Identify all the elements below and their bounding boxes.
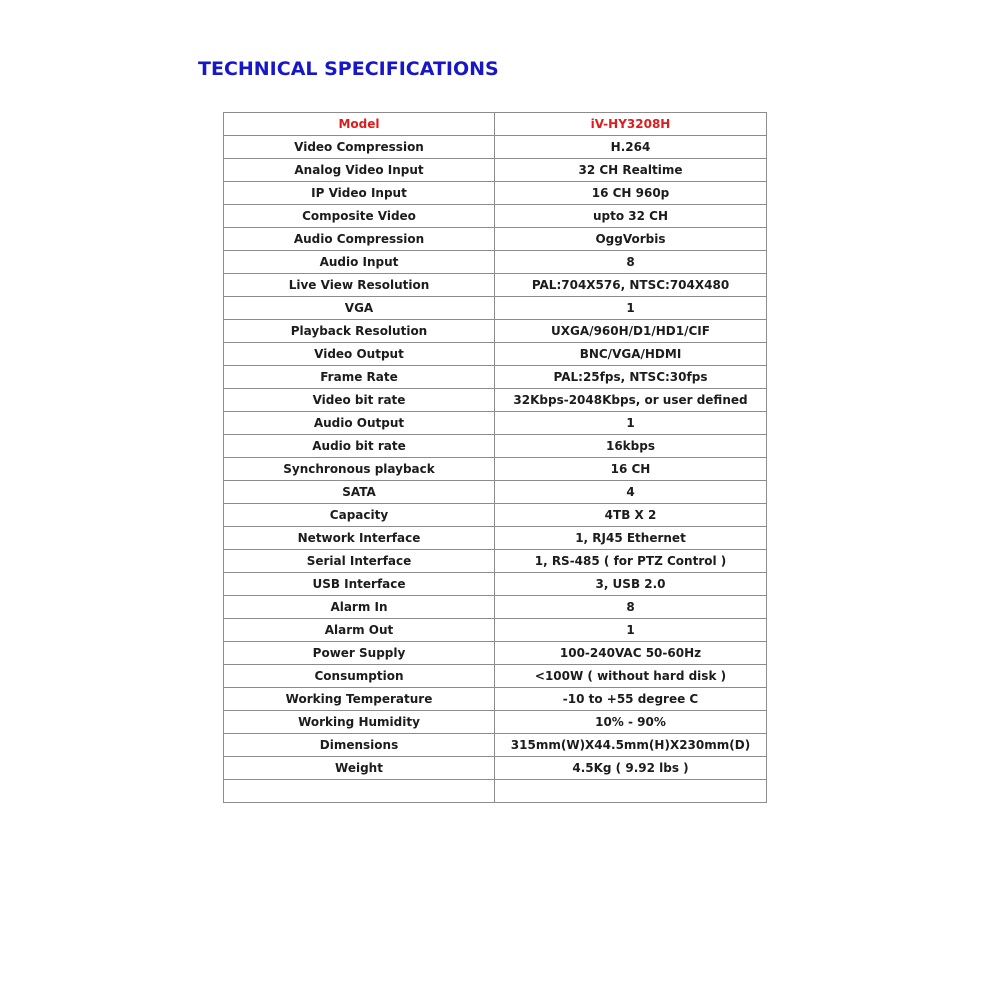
spec-value-cell: BNC/VGA/HDMI — [495, 343, 767, 366]
table-row — [224, 573, 767, 596]
table-row — [224, 182, 767, 205]
table-row — [224, 136, 767, 159]
spec-label-cell: IP Video Input — [224, 182, 495, 205]
table-row — [224, 688, 767, 711]
table-row — [224, 619, 767, 642]
header-value-cell: iV-HY3208H — [495, 113, 767, 136]
spec-value-cell: H.264 — [495, 136, 767, 159]
spec-value-cell: 8 — [495, 251, 767, 274]
spec-table — [223, 112, 767, 803]
spec-value-cell: -10 to +55 degree C — [495, 688, 767, 711]
spec-label-cell: Audio bit rate — [224, 435, 495, 458]
table-row — [224, 366, 767, 389]
table-row — [224, 251, 767, 274]
spec-label-cell: Working Temperature — [224, 688, 495, 711]
table-row — [224, 481, 767, 504]
table-row — [224, 711, 767, 734]
spec-label-cell: Audio Compression — [224, 228, 495, 251]
spec-value-cell: 100-240VAC 50-60Hz — [495, 642, 767, 665]
table-row — [224, 343, 767, 366]
table-row — [224, 458, 767, 481]
spec-value-cell: PAL:25fps, NTSC:30fps — [495, 366, 767, 389]
spec-label-cell: Network Interface — [224, 527, 495, 550]
header-label-cell: Model — [224, 113, 495, 136]
spec-value-cell: 10% - 90% — [495, 711, 767, 734]
spec-label-cell: Video Output — [224, 343, 495, 366]
spec-label-cell: Working Humidity — [224, 711, 495, 734]
spec-label-cell: Synchronous playback — [224, 458, 495, 481]
table-row — [224, 159, 767, 182]
spec-label-cell: VGA — [224, 297, 495, 320]
spec-value-cell: 16kbps — [495, 435, 767, 458]
spec-label-cell: Frame Rate — [224, 366, 495, 389]
spec-label-cell: Video bit rate — [224, 389, 495, 412]
spec-label-cell: Audio Output — [224, 412, 495, 435]
spec-label-cell — [224, 780, 495, 803]
spec-label-cell: Alarm In — [224, 596, 495, 619]
spec-value-cell: 1 — [495, 412, 767, 435]
spec-value-cell — [495, 780, 767, 803]
spec-value-cell: UXGA/960H/D1/HD1/CIF — [495, 320, 767, 343]
spec-label-cell: Weight — [224, 757, 495, 780]
table-row — [224, 665, 767, 688]
spec-value-cell: 315mm(W)X44.5mm(H)X230mm(D) — [495, 734, 767, 757]
table-row — [224, 297, 767, 320]
table-row — [224, 642, 767, 665]
table-row — [224, 228, 767, 251]
spec-label-cell: Playback Resolution — [224, 320, 495, 343]
spec-label-cell: Power Supply — [224, 642, 495, 665]
spec-value-cell: 1, RJ45 Ethernet — [495, 527, 767, 550]
spec-label-cell: Serial Interface — [224, 550, 495, 573]
table-row — [224, 412, 767, 435]
spec-label-cell: SATA — [224, 481, 495, 504]
spec-value-cell: 1, RS-485 ( for PTZ Control ) — [495, 550, 767, 573]
spec-value-cell: 16 CH 960p — [495, 182, 767, 205]
spec-label-cell: Video Compression — [224, 136, 495, 159]
spec-label-cell: USB Interface — [224, 573, 495, 596]
table-row — [224, 734, 767, 757]
spec-label-cell: Composite Video — [224, 205, 495, 228]
table-row — [224, 504, 767, 527]
spec-table-body — [224, 113, 767, 803]
spec-label-cell: Dimensions — [224, 734, 495, 757]
spec-label-cell: Capacity — [224, 504, 495, 527]
table-row — [224, 205, 767, 228]
spec-value-cell: 8 — [495, 596, 767, 619]
table-row — [224, 596, 767, 619]
spec-value-cell: OggVorbis — [495, 228, 767, 251]
spec-label-cell: Consumption — [224, 665, 495, 688]
spec-value-cell: upto 32 CH — [495, 205, 767, 228]
spec-value-cell: 4TB X 2 — [495, 504, 767, 527]
table-row — [224, 389, 767, 412]
table-row — [224, 274, 767, 297]
spec-value-cell: 16 CH — [495, 458, 767, 481]
spec-value-cell: PAL:704X576, NTSC:704X480 — [495, 274, 767, 297]
table-row — [224, 527, 767, 550]
spec-label-cell: Audio Input — [224, 251, 495, 274]
table-header-row — [224, 113, 767, 136]
spec-value-cell: 4.5Kg ( 9.92 lbs ) — [495, 757, 767, 780]
spec-value-cell: 4 — [495, 481, 767, 504]
table-row — [224, 435, 767, 458]
table-row — [224, 550, 767, 573]
spec-label-cell: Analog Video Input — [224, 159, 495, 182]
table-row — [224, 320, 767, 343]
spec-value-cell: 1 — [495, 619, 767, 642]
spec-label-cell: Live View Resolution — [224, 274, 495, 297]
spec-label-cell: Alarm Out — [224, 619, 495, 642]
spec-value-cell: 32 CH Realtime — [495, 159, 767, 182]
spec-value-cell: 32Kbps-2048Kbps, or user defined — [495, 389, 767, 412]
spec-value-cell: 1 — [495, 297, 767, 320]
table-row — [224, 780, 767, 803]
spec-value-cell: <100W ( without hard disk ) — [495, 665, 767, 688]
page-title: TECHNICAL SPECIFICATIONS — [198, 58, 499, 80]
table-row — [224, 757, 767, 780]
spec-value-cell: 3, USB 2.0 — [495, 573, 767, 596]
